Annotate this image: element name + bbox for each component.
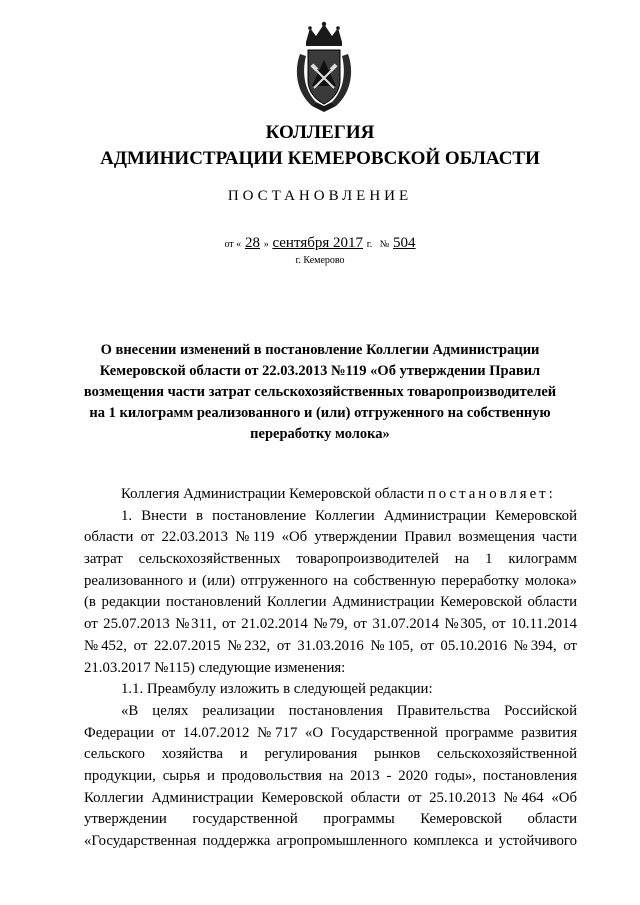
date-line	[0, 235, 640, 252]
body-line: 1. Внести в постановление Коллегии Администрации Кемеровской	[121, 507, 577, 524]
body-line: области от 22.03.2013 №119 «Об утверждении Правил возмещения части	[84, 529, 577, 546]
date-prefix: от «	[224, 239, 242, 250]
title-line: на 1 килограмм реализованного и (или) отгруженного на собственную	[89, 405, 551, 421]
intro-spaced: постановляет:	[427, 486, 556, 502]
intro-text: Коллегия Администрации Кемеровской области	[121, 486, 428, 502]
intro-line	[84, 484, 577, 506]
document-body	[84, 484, 577, 853]
document-number: 504	[393, 235, 416, 251]
body-line: продукции, сырья и продовольствия на 2013 - 2020 годы», постановления	[84, 767, 577, 784]
body-line: утверждении государственной программы Кемеровской области	[84, 811, 577, 828]
body-line: сельского хозяйства и регулирования рынков сельскохозяйственной	[84, 746, 577, 763]
date-day: 28	[244, 235, 260, 251]
body-line: «Государственная поддержка агропромышленного комплекса и устойчивого	[84, 833, 577, 849]
body-line: №452, от 22.07.2015 №232, от 31.03.2016 №105, от 05.10.2016 №394, от	[84, 637, 577, 654]
date-year-suffix: г.	[366, 239, 373, 250]
date-mid: »	[263, 239, 269, 250]
city: г. Кемерово	[295, 255, 345, 266]
title-line: возмещения части затрат сельскохозяйственных товаропроизводителей	[83, 384, 557, 400]
title-line: О внесении изменений в постановление Коллегии Администрации	[100, 342, 540, 358]
title-line: Кемеровской области от 22.03.2013 №119 «Об утверждении Правил	[99, 363, 541, 379]
document-type: ПОСТАНОВЛЕНИЕ	[227, 188, 413, 204]
body-line: от 25.07.2013 №311, от 21.02.2014 №79, от 31.07.2014 №305, от 10.11.2014	[84, 616, 577, 633]
body-line: «В целях реализации постановления Правительства Российской	[121, 702, 577, 719]
date-month-year: сентября 2017	[272, 235, 364, 251]
title-line: переработку молока»	[250, 426, 390, 442]
body-line: (в редакции постановлений Коллегии Администрации Кемеровской области	[84, 594, 577, 611]
document-title	[80, 340, 560, 445]
number-prefix: №	[379, 239, 390, 250]
org-name-line1: КОЛЛЕГИЯ	[265, 122, 375, 143]
coat-of-arms-emblem	[292, 20, 356, 114]
body-line: 1.1. Преамбулу изложить в следующей редакции:	[121, 681, 433, 698]
org-name-line2: АДМИНИСТРАЦИИ КЕМЕРОВСКОЙ ОБЛАСТИ	[100, 148, 540, 169]
body-line: затрат сельскохозяйственных товаропроизводителей на 1 килограмм	[84, 551, 577, 568]
body-line: реализованного и (или) отгруженного на собственную переработку молока»	[84, 572, 577, 589]
body-line: 21.03.2017 №115) следующие изменения:	[84, 659, 346, 676]
body-line: Коллегии Администрации Кемеровской области от 25.10.2013 №464 «Об	[84, 789, 577, 806]
body-line: Федерации от 14.07.2012 №717 «О Государственной программе развития	[84, 724, 577, 741]
